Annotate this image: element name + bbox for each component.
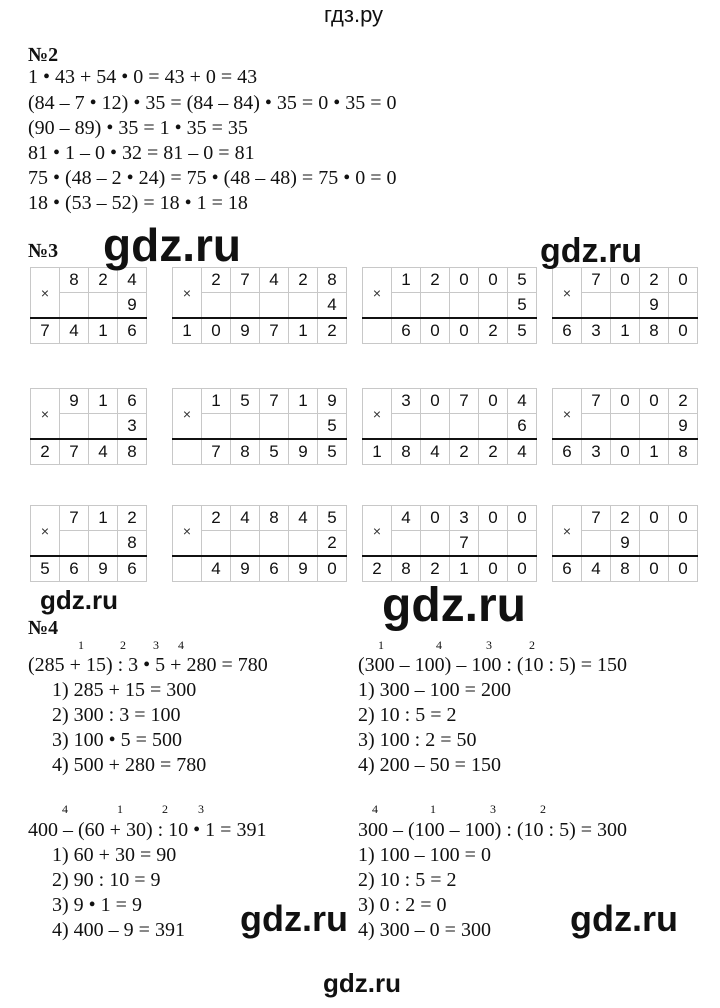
grid-digit: 6 [118,389,147,414]
multiply-sign: × [173,389,202,440]
grid-digit: 4 [318,293,347,319]
grid-digit: 3 [118,414,147,440]
grid-digit: 8 [260,506,289,531]
task2-line: (84 – 7 • 12) • 35 = (84 – 84) • 35 = 0 • 35 = 0 [28,92,397,114]
grid-digit: 3 [450,506,479,531]
grid-digit: 8 [118,439,147,465]
grid-digit: 2 [318,318,347,344]
step: 1) 285 + 15 = 300 [52,679,197,701]
grid-digit: 5 [508,268,537,293]
grid-digit: 2 [450,439,479,465]
grid-digit: 2 [479,318,508,344]
multiplication-grid [552,388,698,465]
grid-digit: 5 [31,556,60,582]
grid-digit: 6 [553,318,582,344]
step: 2) 90 : 10 = 9 [52,869,161,891]
grid-digit [173,556,202,582]
grid-digit: 0 [450,268,479,293]
grid-digit: 3 [392,389,421,414]
grid-digit: 1 [363,439,392,465]
grid-digit: 2 [202,506,231,531]
grid-digit: 7 [60,506,89,531]
grid-digit [479,414,508,440]
multiply-sign: × [553,506,582,557]
order-number: 3 [490,802,496,816]
grid-digit [202,531,231,557]
step: 1) 100 – 100 = 0 [358,844,491,866]
grid-digit: 0 [611,268,640,293]
grid-digit: 4 [89,439,118,465]
grid-digit: 1 [89,506,118,531]
grid-digit: 0 [318,556,347,582]
grid-digit: 0 [479,268,508,293]
grid-digit [611,414,640,440]
grid-digit: 1 [450,556,479,582]
grid-digit: 9 [231,318,260,344]
multiplication-grid [362,505,537,582]
order-number: 3 [153,638,159,652]
grid-digit: 0 [450,318,479,344]
grid-digit: 9 [318,389,347,414]
grid-digit: 8 [231,439,260,465]
grid-digit [450,414,479,440]
step: 2) 10 : 5 = 2 [358,869,457,891]
multiply-sign: × [173,506,202,557]
grid-digit: 4 [202,556,231,582]
task2-line: 81 • 1 – 0 • 32 = 81 – 0 = 81 [28,142,255,164]
grid-digit: 4 [421,439,450,465]
grid-digit: 1 [289,318,318,344]
grid-digit: 0 [479,556,508,582]
grid-digit [479,531,508,557]
grid-digit [669,531,698,557]
grid-digit: 9 [118,293,147,319]
grid-digit: 5 [318,506,347,531]
order-number: 4 [178,638,184,652]
grid-digit: 2 [611,506,640,531]
grid-digit: 0 [640,389,669,414]
grid-digit [450,293,479,319]
grid-digit: 9 [231,556,260,582]
grid-digit [582,293,611,319]
multiplication-grid [552,267,698,344]
task3-title: №3 [28,240,59,262]
step: 4) 400 – 9 = 391 [52,919,185,941]
grid-digit: 4 [508,389,537,414]
multiply-sign: × [553,389,582,440]
grid-digit: 0 [669,318,698,344]
grid-digit: 0 [669,268,698,293]
grid-digit: 2 [479,439,508,465]
grid-digit: 8 [392,556,421,582]
grid-digit: 4 [260,268,289,293]
grid-digit [60,531,89,557]
grid-digit: 4 [60,318,89,344]
grid-digit: 4 [392,506,421,531]
grid-digit: 6 [260,556,289,582]
grid-digit [231,414,260,440]
grid-digit [231,531,260,557]
multiply-sign: × [173,268,202,319]
multiply-sign: × [31,389,60,440]
task2-title: №2 [28,44,59,66]
grid-digit: 2 [31,439,60,465]
multiply-sign: × [31,506,60,557]
grid-digit: 0 [640,506,669,531]
grid-digit: 7 [450,389,479,414]
grid-digit: 1 [611,318,640,344]
multiply-sign: × [363,506,392,557]
grid-digit: 0 [669,556,698,582]
step: 3) 100 : 2 = 50 [358,729,477,751]
grid-digit: 6 [392,318,421,344]
expression: 400 – (60 + 30) : 10 • 1 = 391 [28,819,267,841]
task2-line: 75 • (48 – 2 • 24) = 75 • (48 – 48) = 75 • 0 = 0 [28,167,397,189]
grid-digit [60,414,89,440]
task2-line: 1 • 43 + 54 • 0 = 43 + 0 = 43 [28,66,258,88]
step: 2) 300 : 3 = 100 [52,704,181,726]
grid-digit: 8 [640,318,669,344]
grid-digit: 5 [260,439,289,465]
multiplication-grid [30,267,147,344]
grid-digit: 6 [508,414,537,440]
step: 4) 200 – 50 = 150 [358,754,501,776]
grid-digit: 9 [289,556,318,582]
grid-digit [89,531,118,557]
watermark: gdz.ru [240,898,348,939]
watermark: gdz.ru [103,219,241,271]
site-header: гдз.ру [324,2,384,27]
grid-digit: 0 [611,389,640,414]
step: 4) 300 – 0 = 300 [358,919,491,941]
grid-digit: 4 [231,506,260,531]
grid-digit: 8 [669,439,698,465]
grid-digit [60,293,89,319]
grid-digit: 9 [640,293,669,319]
grid-digit: 5 [231,389,260,414]
grid-digit: 2 [289,268,318,293]
grid-digit [392,414,421,440]
grid-digit [582,414,611,440]
multiply-sign: × [31,268,60,319]
grid-digit: 7 [231,268,260,293]
grid-digit: 5 [318,439,347,465]
grid-digit: 9 [289,439,318,465]
grid-digit [202,414,231,440]
grid-digit [421,531,450,557]
step: 1) 60 + 30 = 90 [52,844,177,866]
grid-digit: 8 [611,556,640,582]
grid-digit [582,531,611,557]
order-number: 4 [436,638,442,652]
multiplication-grid [362,267,537,344]
grid-digit: 0 [421,318,450,344]
task2-line: (90 – 89) • 35 = 1 • 35 = 35 [28,117,248,139]
grid-digit: 7 [31,318,60,344]
multiply-sign: × [363,268,392,319]
order-number: 3 [198,802,204,816]
grid-digit: 8 [392,439,421,465]
grid-digit [392,531,421,557]
grid-digit: 7 [450,531,479,557]
grid-digit: 1 [173,318,202,344]
grid-digit: 1 [289,389,318,414]
grid-digit: 6 [553,439,582,465]
grid-digit [260,293,289,319]
grid-digit: 0 [669,506,698,531]
order-number: 1 [117,802,123,816]
grid-digit: 1 [89,318,118,344]
order-number: 2 [162,802,168,816]
grid-digit: 5 [318,414,347,440]
grid-digit: 1 [89,389,118,414]
grid-digit: 9 [89,556,118,582]
grid-digit [260,531,289,557]
grid-digit: 4 [118,268,147,293]
step: 3) 100 • 5 = 500 [52,729,182,751]
task2-line: 18 • (53 – 52) = 18 • 1 = 18 [28,192,248,214]
grid-digit: 2 [421,268,450,293]
grid-digit: 7 [60,439,89,465]
grid-digit: 1 [640,439,669,465]
multiplication-grid [552,505,698,582]
grid-digit: 8 [60,268,89,293]
step: 4) 500 + 280 = 780 [52,754,207,776]
grid-digit: 2 [89,268,118,293]
grid-digit: 0 [421,506,450,531]
grid-digit: 2 [640,268,669,293]
grid-digit [611,293,640,319]
grid-digit: 7 [582,506,611,531]
grid-digit: 0 [640,556,669,582]
expression: 300 – (100 – 100) : (10 : 5) = 300 [358,819,628,841]
watermark: gdz.ru [570,898,678,939]
grid-digit [508,531,537,557]
grid-digit: 2 [202,268,231,293]
order-number: 3 [486,638,492,652]
grid-digit: 5 [508,318,537,344]
grid-digit: 2 [363,556,392,582]
step: 3) 0 : 2 = 0 [358,894,447,916]
grid-digit: 9 [669,414,698,440]
expression: (285 + 15) : 3 • 5 + 280 = 780 [28,654,268,676]
order-number: 1 [430,802,436,816]
grid-digit: 0 [479,506,508,531]
grid-digit [260,414,289,440]
grid-digit [392,293,421,319]
grid-digit: 4 [508,439,537,465]
grid-digit: 7 [582,268,611,293]
grid-digit: 2 [669,389,698,414]
grid-digit [289,293,318,319]
grid-digit [173,439,202,465]
multiplication-grid [362,388,537,465]
grid-digit [479,293,508,319]
watermark: gdz.ru [540,232,642,270]
grid-digit: 1 [392,268,421,293]
grid-digit [202,293,231,319]
grid-digit [89,293,118,319]
grid-digit: 6 [118,556,147,582]
order-number: 1 [378,638,384,652]
multiply-sign: × [363,389,392,440]
order-number: 2 [529,638,535,652]
grid-digit: 0 [202,318,231,344]
grid-digit [89,414,118,440]
grid-digit [289,531,318,557]
grid-digit: 0 [611,439,640,465]
order-number: 2 [120,638,126,652]
multiplication-grid [30,388,147,465]
grid-digit: 6 [60,556,89,582]
multiplication-grid [172,388,347,465]
grid-digit: 2 [318,531,347,557]
multiply-sign: × [553,268,582,319]
multiplication-grid [172,267,347,344]
order-number: 4 [372,802,378,816]
grid-digit: 6 [118,318,147,344]
grid-digit: 4 [582,556,611,582]
order-number: 1 [78,638,84,652]
grid-digit [421,293,450,319]
expression: (300 – 100) – 100 : (10 : 5) = 150 [358,654,628,676]
watermark: gdz.ru [40,585,118,615]
grid-digit: 8 [118,531,147,557]
multiplication-grid [172,505,347,582]
grid-digit: 3 [582,439,611,465]
grid-digit: 0 [508,506,537,531]
grid-digit: 3 [582,318,611,344]
grid-digit: 2 [118,506,147,531]
grid-digit: 9 [611,531,640,557]
multiplication-grid [30,505,147,582]
grid-digit: 7 [260,318,289,344]
grid-digit [231,293,260,319]
grid-digit: 4 [289,506,318,531]
watermark: gdz.ru [323,968,401,998]
grid-digit: 9 [60,389,89,414]
grid-digit: 5 [508,293,537,319]
step: 3) 9 • 1 = 9 [52,894,142,916]
grid-digit [640,531,669,557]
order-number: 4 [62,802,68,816]
grid-digit: 7 [582,389,611,414]
order-number: 2 [540,802,546,816]
grid-digit: 7 [260,389,289,414]
grid-digit: 7 [202,439,231,465]
watermark: gdz.ru [382,579,526,632]
grid-digit: 0 [479,389,508,414]
step: 1) 300 – 100 = 200 [358,679,511,701]
grid-digit: 0 [508,556,537,582]
grid-digit [669,293,698,319]
task4-title: №4 [28,617,59,639]
step: 2) 10 : 5 = 2 [358,704,457,726]
grid-digit: 2 [421,556,450,582]
grid-digit [421,414,450,440]
grid-digit: 6 [553,556,582,582]
grid-digit: 0 [421,389,450,414]
grid-digit [289,414,318,440]
grid-digit [640,414,669,440]
grid-digit [363,318,392,344]
grid-digit: 1 [202,389,231,414]
grid-digit: 8 [318,268,347,293]
